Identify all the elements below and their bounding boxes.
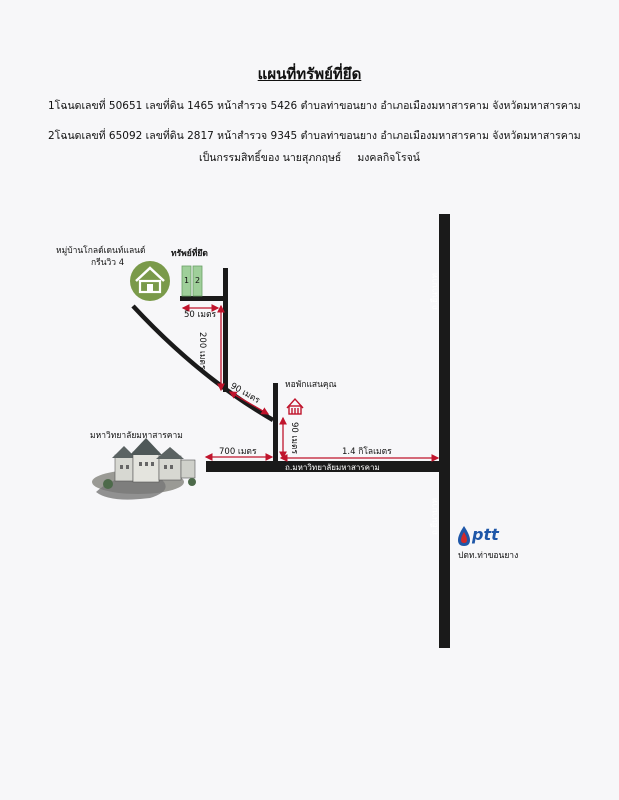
distance-50m-label: 50 เมตร	[184, 310, 217, 320]
deed-line-1: 1โฉนดเลขที่ 50651 เลขที่ดิน 1465 หน้าสำรวจ 5426 ตำบลท่าขอนยาง อำเภอเมืองมหาสารคาม จังหวัดมหาสารคาม	[48, 100, 581, 112]
main-road-label-north: ถ.ยืนาบาท	[430, 273, 439, 310]
university-road-label: ถ.มหาวิทยาลัยมหาสารคาม	[285, 463, 380, 472]
main-road-label-south: ถ.ยืนาบาท	[430, 498, 439, 535]
distance-90m-diagonal-label: 90 เมตร	[228, 381, 262, 406]
village-label-line-2: กรีนวิว 4	[91, 258, 125, 268]
village-label-line-1: หมู่บ้านโกลด์เดนท์แลนด์	[56, 246, 146, 256]
distance-90m-vertical-label: 90 เมตร	[289, 422, 299, 455]
university-label: มหาวิทยาลัยมหาสารคาม	[90, 431, 183, 441]
ptt-logo-drop-icon	[458, 526, 470, 546]
plot-1-number: 1	[184, 276, 190, 285]
distance-700m-label: 700 เมตร	[219, 447, 257, 457]
deed-line-2: 2โฉนดเลขที่ 65092 เลขที่ดิน 2817 หน้าสำรวจ 9345 ตำบลท่าขอนยาง อำเภอเมืองมหาสารคาม จังหวัดมหาสารคาม	[48, 130, 581, 142]
owner-prefix: เป็นกรรมสิทธิ์ของ นายสุภกฤษธ์	[199, 152, 342, 164]
university-building-illustration	[92, 438, 196, 500]
ptt-station-label: ปตท.ท่าขอนยาง	[458, 551, 519, 561]
plot-2-number: 2	[195, 276, 201, 285]
property-label: ทรัพย์ที่ยึด	[171, 249, 208, 259]
distance-1-4km-label: 1.4 กิโลเมตร	[342, 447, 392, 457]
owner-surname: มงคลกิจโรจน์	[357, 152, 420, 164]
ptt-logo-text: ptt	[472, 525, 499, 544]
page-title: แผนที่ทรัพย์ที่ยึด	[257, 65, 362, 83]
village-house-icon	[130, 261, 170, 301]
dormitory-label: หอพักแสนคุณ	[285, 380, 337, 390]
dormitory-icon	[287, 399, 303, 414]
distance-200m-label: 200 เมตร	[197, 332, 207, 370]
